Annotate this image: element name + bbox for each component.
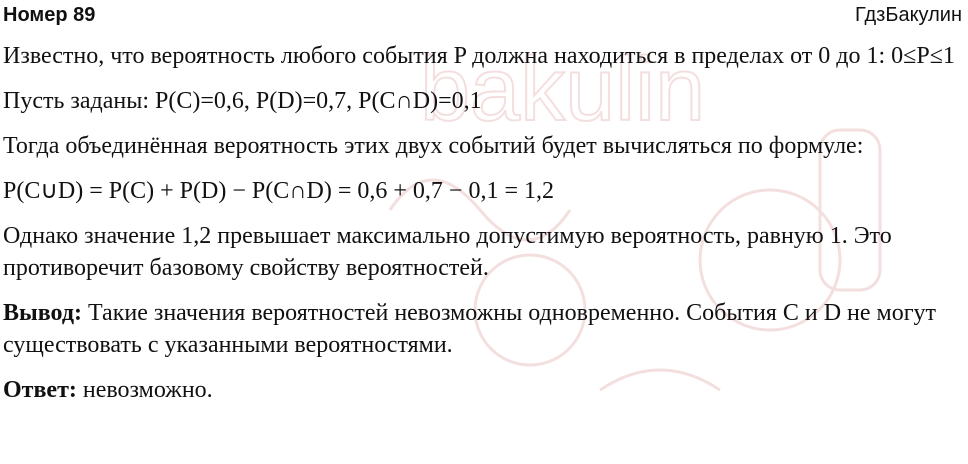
answer-paragraph — [3, 374, 965, 406]
intro-paragraph: Известно, что вероятность любого события P должна находиться в пределах от 0 до 1: 0≤P≤1 — [3, 43, 955, 69]
problem-number: Номер 89 — [3, 4, 96, 26]
conclusion-text: Такие значения вероятностей невозможны одновременно. События C и D не могут существовать с указанными вероятностями. — [3, 300, 937, 358]
header — [0, 0, 968, 30]
site-name: ГдзБакулин — [854, 4, 962, 26]
formula-line: P(C∪D) = P(C) + P(D) − P(C∩D) = 0,6 + 0,7 − 0,1 = 1,2 — [3, 178, 554, 204]
conclusion-paragraph — [3, 297, 965, 361]
conclusion-label: Вывод: — [3, 300, 82, 326]
given-paragraph: Пусть заданы: P(C)=0,6, P(D)=0,7, P(C∩D)=0,1 — [3, 88, 482, 114]
contradiction-paragraph: Однако значение 1,2 превышает максимально допустимую вероятность, равную 1. Это противоречит базовому свойству вероятностей. — [3, 223, 892, 281]
svg-text:bakulin: bakulin — [420, 40, 706, 140]
answer-label: Ответ: — [3, 377, 77, 403]
answer-text: невозможно. — [76, 377, 213, 403]
solution-text — [3, 40, 965, 419]
method-paragraph: Тогда объединённая вероятность этих двух событий будет вычисляться по формуле: — [3, 133, 864, 159]
